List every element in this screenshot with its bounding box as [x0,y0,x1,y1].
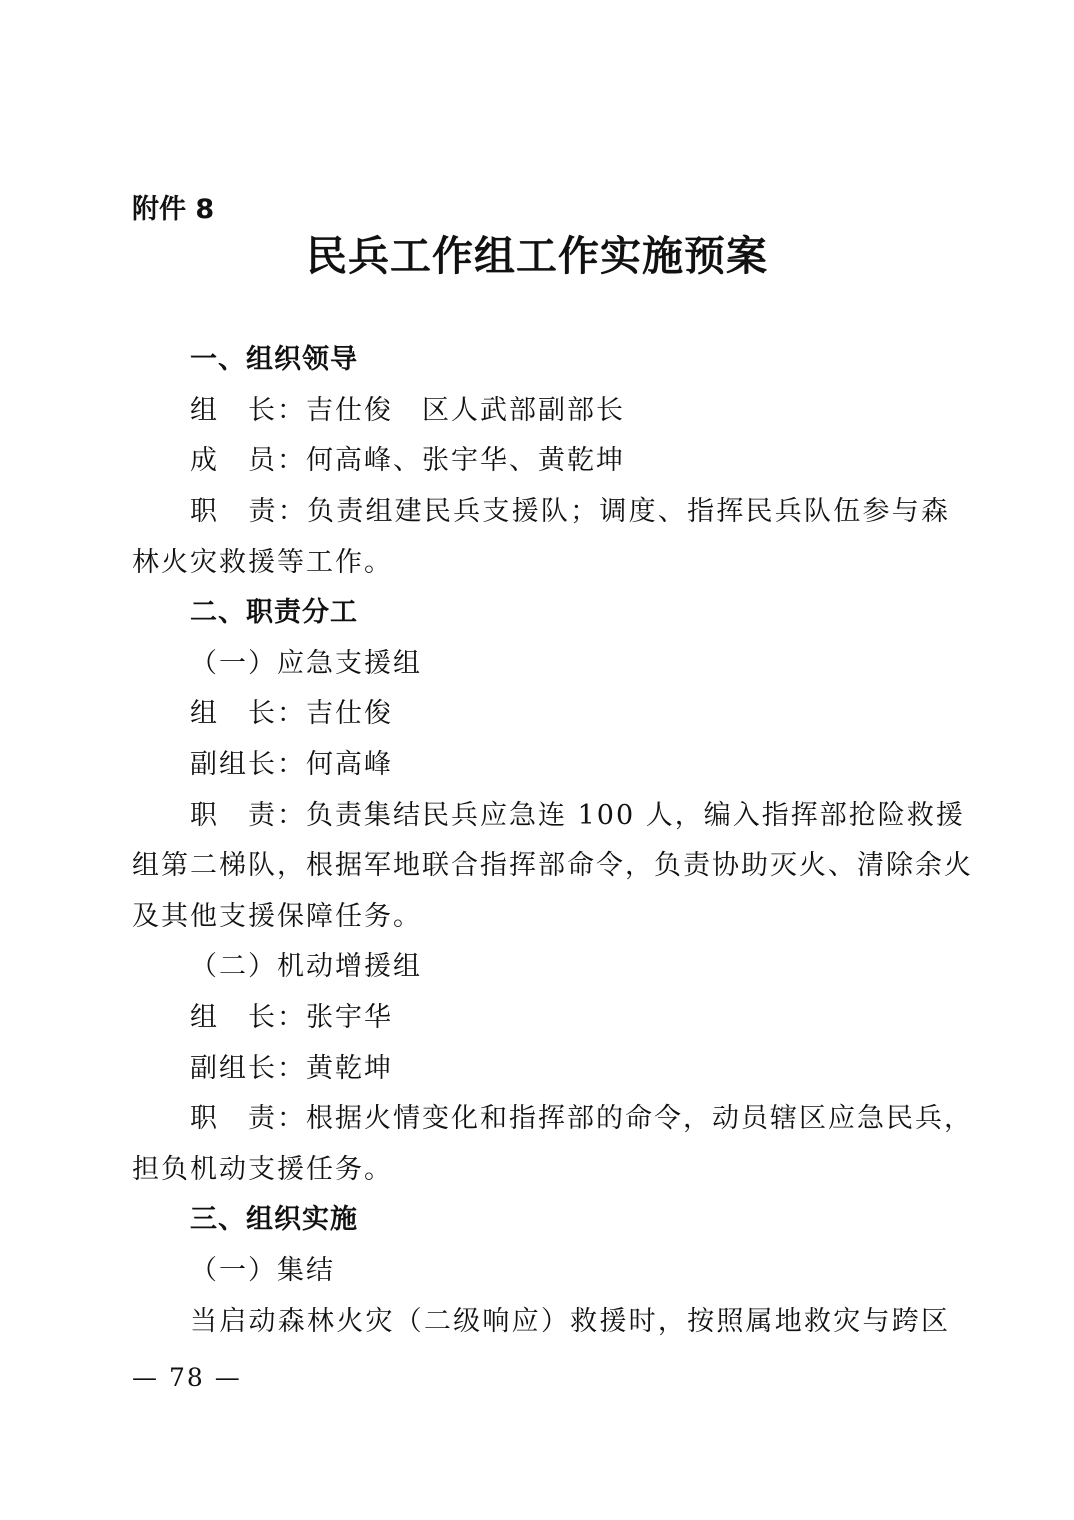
section-heading-1: 一、组织领导 [190,344,358,375]
body-line: 成 员：何高峰、张宇华、黄乾坤 [190,445,625,476]
body-line: 职 责：根据火情变化和指挥部的命令，动员辖区应急民兵， [190,1103,973,1134]
section-heading-3: 三、组织实施 [190,1204,358,1235]
subsection-heading: （二）机动增援组 [190,951,422,982]
body-line: 林火灾救援等工作。 [132,547,393,578]
body-line: 当启动森林火灾（二级响应）救援时，按照属地救灾与跨区 [190,1306,950,1337]
body-line: 职 责：负责集结民兵应急连 100 人，编入指挥部抢险救援 [190,800,965,831]
subsection-heading: （一）应急支援组 [190,648,422,679]
subsection-heading: （一）集结 [190,1255,335,1286]
attachment-label: 附件 8 [132,194,215,225]
body-line: 组 长：张宇华 [190,1002,393,1033]
body-line: 组 长：吉仕俊 区人武部副部长 [190,395,625,426]
body-line: 副组长：黄乾坤 [190,1053,393,1084]
body-line: 及其他支援保障任务。 [132,901,422,932]
body-line: 副组长：何高峰 [190,749,393,780]
section-heading-2: 二、职责分工 [190,597,358,628]
document-title: 民兵工作组工作实施预案 [306,232,768,280]
body-line: 组第二梯队，根据军地联合指挥部命令，负责协助灭火、清除余火 [132,850,973,881]
body-line: 担负机动支援任务。 [132,1154,393,1185]
body-line: 组 长：吉仕俊 [190,698,393,729]
body-line: 职 责：负责组建民兵支援队；调度、指挥民兵队伍参与森 [190,496,950,527]
page-number: — 78 — [132,1363,242,1392]
